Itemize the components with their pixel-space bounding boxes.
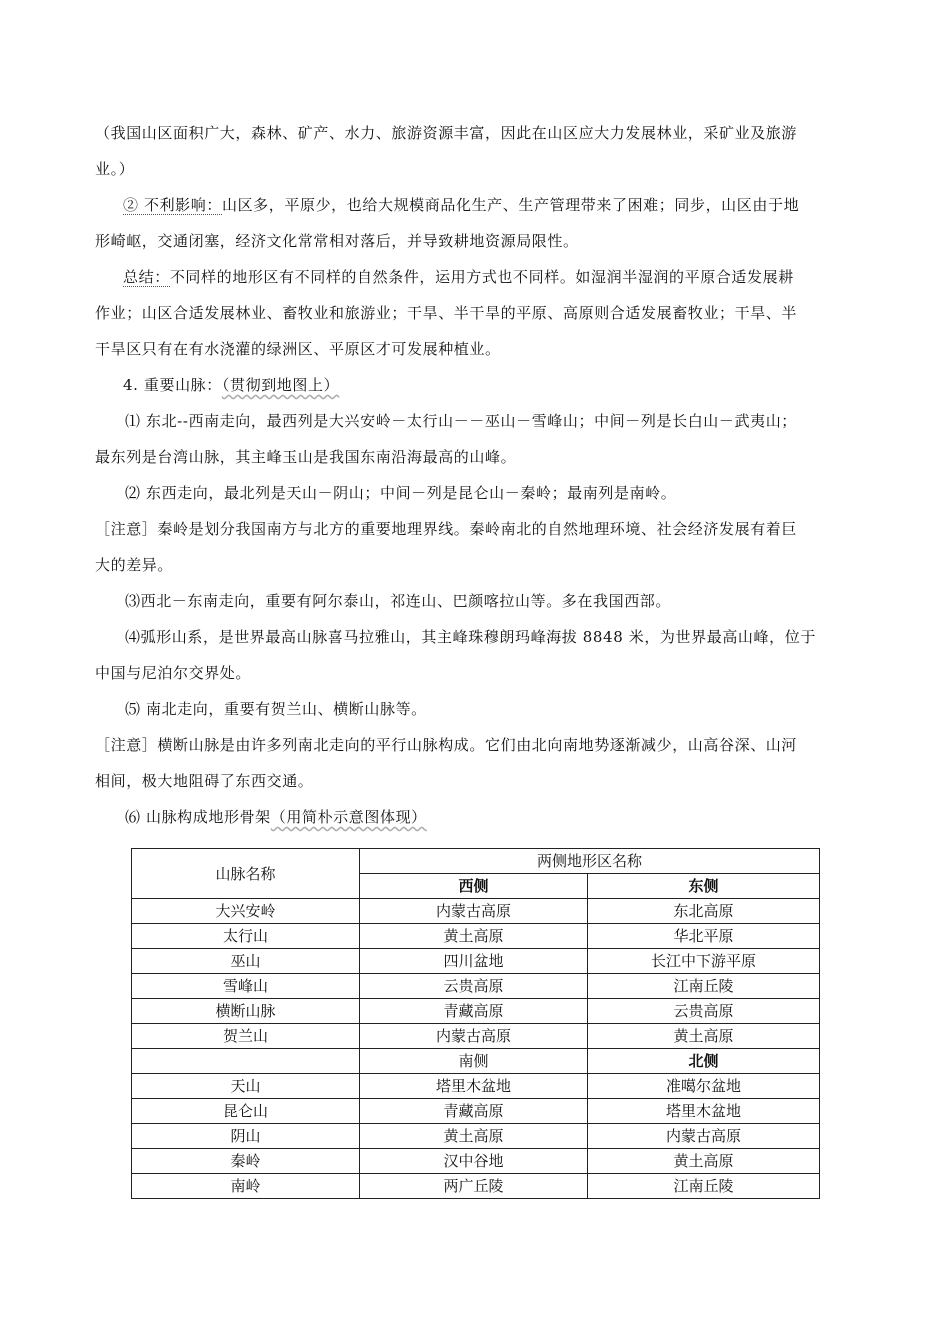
table-row <box>132 1149 820 1174</box>
table-cell: 黄土高原 <box>588 1149 820 1174</box>
paragraph-line: ⑷弧形山系，是世界最高山脉喜马拉雅山，其主峰珠穆朗玛峰海拔 8848 米，为世界最高山峰，位于 <box>125 628 816 646</box>
table-cell: 黄土高原 <box>360 1124 588 1149</box>
table-cell: 内蒙古高原 <box>360 1024 588 1049</box>
table-cell: 云贵高原 <box>588 999 820 1024</box>
table-cell: 塔里木盆地 <box>588 1099 820 1124</box>
table-header-row <box>132 849 820 874</box>
header-mountain-name: 山脉名称 <box>132 849 360 899</box>
table-row <box>132 1024 820 1049</box>
table-cell: 云贵高原 <box>360 974 588 999</box>
paragraph-line: ⑴ 东北--西南走向，最西列是大兴安岭－太行山－－巫山－雪峰山；中间－列是长白山－武夷山； <box>125 412 797 430</box>
table-row <box>132 974 820 999</box>
paragraph-line: 相间，极大地阻碍了东西交通。 <box>95 772 314 790</box>
paragraph-line: 中国与尼泊尔交界处。 <box>95 664 252 682</box>
table-cell: 巫山 <box>132 949 360 974</box>
table-cell: 江南丘陵 <box>588 974 820 999</box>
paragraph-line: 干旱区只有在有水浇灌的绿洲区、平原区才可发展种植业。 <box>95 340 501 358</box>
table-row <box>132 1124 820 1149</box>
table-cell: 黄土高原 <box>360 924 588 949</box>
paragraph-text: 山区多，平原少，也给大规模商品化生产、生产管理带来了困难；同步，山区由于地 <box>221 196 800 214</box>
heading-label: ⑹ 山脉构成地形骨架 <box>125 808 271 826</box>
table-subheader-row <box>132 1049 820 1074</box>
table-cell: 大兴安岭 <box>132 899 360 924</box>
table-cell: 东北高原 <box>588 899 820 924</box>
section-label: 总结： <box>123 268 170 286</box>
paragraph-line: 大的差异。 <box>95 556 174 574</box>
note-line: ［注意］秦岭是划分我国南方与北方的重要地理界线。秦岭南北的自然地理环境、社会经济发展有着巨 <box>95 520 798 538</box>
paragraph-line: 最东列是台湾山脉，其主峰玉山是我国东南沿海最高的山峰。 <box>95 448 517 466</box>
table-cell: 内蒙古高原 <box>588 1124 820 1149</box>
section-heading <box>125 807 427 827</box>
table-cell: 雪峰山 <box>132 974 360 999</box>
section-label: ② 不利影响： <box>123 196 222 214</box>
paragraph-line: ⑸ 南北走向，重要有贺兰山、横断山脉等。 <box>125 700 427 718</box>
table-cell: 内蒙古高原 <box>360 899 588 924</box>
paragraph-text: 不同样的地形区有不同样的自然条件，运用方式也不同样。如湿润半湿润的平原合适发展耕 <box>169 268 794 286</box>
table-cell: 四川盆地 <box>360 949 588 974</box>
mountain-terrain-table <box>131 848 820 1199</box>
table-cell: 华北平原 <box>588 924 820 949</box>
table-cell: 南侧 <box>360 1049 588 1074</box>
paragraph-line: ⑶西北－东南走向，重要有阿尔泰山，祁连山、巴颜喀拉山等。多在我国西部。 <box>125 592 672 610</box>
table-cell: 准噶尔盆地 <box>588 1074 820 1099</box>
table-row <box>132 1174 820 1199</box>
table-cell: 天山 <box>132 1074 360 1099</box>
table-cell: 黄土高原 <box>588 1024 820 1049</box>
table-cell: 昆仑山 <box>132 1099 360 1124</box>
table-row <box>132 949 820 974</box>
paragraph-line: ⑵ 东西走向，最北列是天山－阴山；中间－列是昆仑山－秦岭；最南列是南岭。 <box>125 484 677 502</box>
table-cell: 青藏高原 <box>360 999 588 1024</box>
heading-label: 4. 重要山脉： <box>123 376 222 394</box>
table-cell <box>132 1049 360 1074</box>
subheader-west: 西侧 <box>360 874 588 899</box>
table-cell: 江南丘陵 <box>588 1174 820 1199</box>
table-cell: 阴山 <box>132 1124 360 1149</box>
paragraph-line: 业。） <box>95 160 135 178</box>
note-line: ［注意］横断山脉是由许多列南北走向的平行山脉构成。它们由北向南地势逐渐减少，山高谷深、山河 <box>95 736 798 754</box>
table-cell: 长江中下游平原 <box>588 949 820 974</box>
table-cell: 太行山 <box>132 924 360 949</box>
table-cell: 两广丘陵 <box>360 1174 588 1199</box>
heading-note: （贯彻到地图上） <box>221 376 340 394</box>
table-cell: 塔里木盆地 <box>360 1074 588 1099</box>
table-cell: 北侧 <box>588 1049 820 1074</box>
table-row <box>132 1074 820 1099</box>
table-row <box>132 999 820 1024</box>
section-heading <box>123 375 339 395</box>
table-cell: 贺兰山 <box>132 1024 360 1049</box>
table-cell: 秦岭 <box>132 1149 360 1174</box>
table-row <box>132 924 820 949</box>
table-cell: 青藏高原 <box>360 1099 588 1124</box>
paragraph-line: 作业；山区合适发展林业、畜牧业和旅游业；干旱、半干旱的平原、高原则合适发展畜牧业；干旱、半 <box>95 304 798 322</box>
heading-note: （用简朴示意图体现） <box>270 808 427 826</box>
paragraph-line: 形崎岖，交通闭塞，经济文化常常相对落后，并导致耕地资源局限性。 <box>95 232 579 250</box>
paragraph-line: （我国山区面积广大，森林、矿产、水力、旅游资源丰富，因此在山区应大力发展林业，采矿业及旅游 <box>95 124 798 142</box>
paragraph-line <box>123 195 799 215</box>
table-cell: 汉中谷地 <box>360 1149 588 1174</box>
table-row <box>132 1099 820 1124</box>
header-terrain-group: 两侧地形区名称 <box>360 849 820 874</box>
table-cell: 南岭 <box>132 1174 360 1199</box>
paragraph-line <box>123 267 794 287</box>
table-cell: 横断山脉 <box>132 999 360 1024</box>
table-row <box>132 899 820 924</box>
subheader-east: 东侧 <box>588 874 820 899</box>
